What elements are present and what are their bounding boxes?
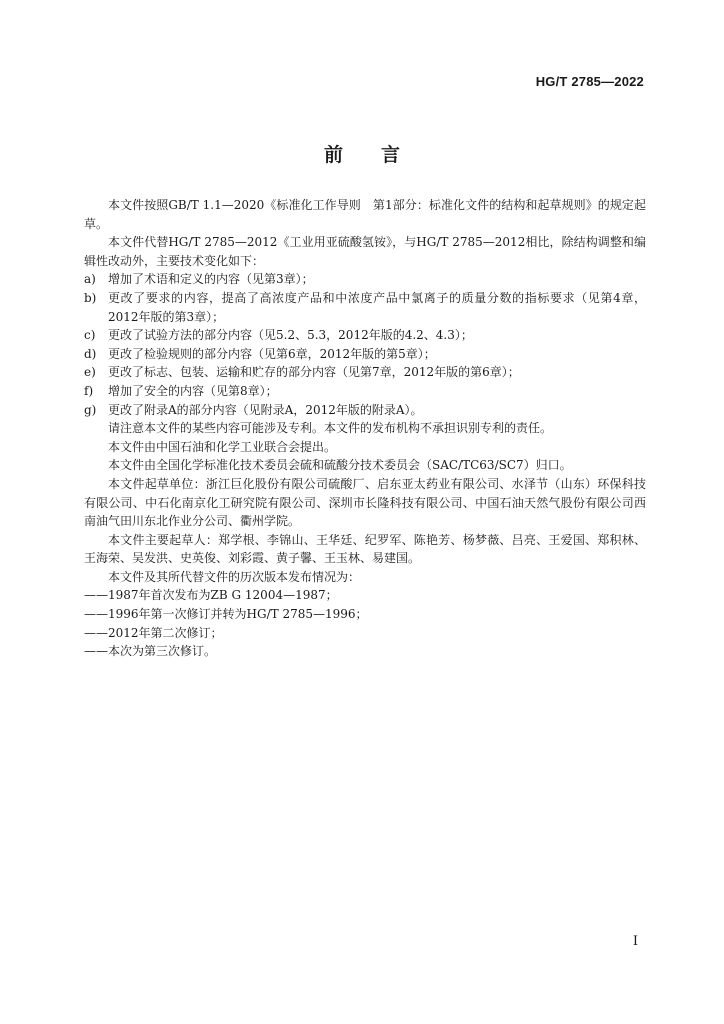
change-item-label: a)	[84, 272, 96, 287]
change-item-text: 增加了安全的内容（见第8章）；	[108, 383, 278, 398]
change-item-c	[84, 326, 646, 345]
foreword-body	[84, 196, 646, 661]
page-number: I	[632, 934, 638, 949]
change-item-text: 更改了附录A的部分内容（见附录A，2012年版的附录A）。	[108, 402, 423, 417]
intro-paragraph-1: 本文件按照GB/T 1.1—2020《标准化工作导则 第1部分：标准化文件的结构和起草规则》的规定起草。	[84, 198, 646, 231]
change-item-g	[84, 401, 646, 420]
history-intro: 本文件及其所代替文件的历次版本发布情况为：	[108, 569, 361, 584]
change-item-text: 更改了检验规则的部分内容（见第6章，2012年版的第5章）；	[108, 346, 436, 361]
change-item-text: 更改了要求的内容，提高了高浓度产品和中浓度产品中氯离子的质量分数的指标要求（见第4章，2012年版的第3章）；	[108, 290, 646, 324]
history-item: ——本次为第三次修订。	[84, 644, 217, 659]
change-item-d	[84, 345, 646, 364]
patent-notice: 请注意本文件的某些内容可能涉及专利。本文件的发布机构不承担识别专利的责任。	[108, 421, 553, 436]
committee-statement: 本文件由全国化学标准化技术委员会硫和硫酸分技术委员会（SAC/TC63/SC7）归口。	[108, 458, 572, 473]
change-item-label: c)	[84, 328, 96, 343]
change-item-label: g)	[84, 402, 97, 417]
history-item: ——2012年第二次修订；	[84, 625, 223, 640]
change-item-b	[84, 289, 646, 326]
change-item-label: d)	[84, 346, 97, 361]
history-item: ——1987年首次发布为ZB G 12004—1987；	[84, 588, 338, 603]
change-item-text: 增加了术语和定义的内容（见第3章）；	[108, 272, 314, 287]
change-item-label: b)	[84, 290, 97, 305]
proposer-statement: 本文件由中国石油和化学工业联合会提出。	[108, 439, 337, 454]
drafting-organizations: 本文件起草单位：浙江巨化股份有限公司硫酸厂、启东亚太药业有限公司、水泽节（山东）环保科技有限公司、中石化南京化工研究院有限公司、深圳市长隆科技有限公司、中国石油天然气股份有限公司西南油气田川东北作业分公司、衢州学院。	[84, 476, 646, 529]
change-item-text: 更改了标志、包装、运输和贮存的部分内容（见第7章，2012年版的第6章）；	[108, 365, 520, 380]
change-item-f	[84, 382, 646, 401]
change-item-label: e)	[84, 365, 96, 380]
change-item-a	[84, 270, 646, 289]
change-item-label: f)	[84, 383, 94, 398]
change-item-e	[84, 363, 646, 382]
page-title: 前言	[323, 144, 438, 166]
intro-paragraph-2: 本文件代替HG/T 2785—2012《工业用亚硫酸氢铵》，与HG/T 2785—2012相比，除结构调整和编辑性改动外，主要技术变化如下：	[84, 235, 646, 268]
history-item: ——1996年第一次修订并转为HG/T 2785—1996；	[84, 607, 368, 622]
change-item-text: 更改了试验方法的部分内容（见5.2、5.3，2012年版的4.2、4.3）；	[108, 328, 473, 343]
standard-code: HG/T 2785—2022	[535, 74, 644, 89]
drafters: 本文件主要起草人：郑学根、李锦山、王华廷、纪罗军、陈艳芳、杨梦薇、吕亮、王爱国、郑积林、王海荣、吴发洪、史英俊、刘彩霞、黄子馨、王玉林、易建国。	[84, 532, 646, 566]
